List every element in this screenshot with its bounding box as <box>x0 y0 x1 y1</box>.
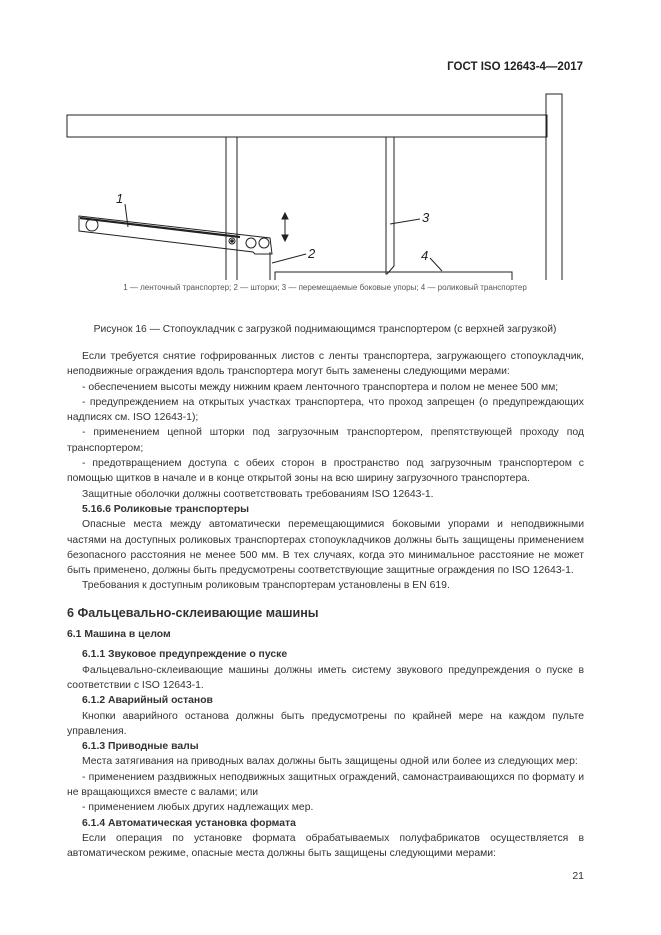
list-item: - предупреждением на открытых участках транспортера, что проход запрещен (о предупреждающих надписях см. ISO 12643-1); <box>67 396 584 424</box>
list-item: - применением цепной шторки под загрузочным транспортером, препятствующей проходу под транспортером; <box>67 427 584 454</box>
section-heading-5-16-6: 5.16.6 Роликовые транспортеры <box>82 503 250 515</box>
left-post <box>226 137 237 280</box>
roller-conveyor-top <box>275 272 512 280</box>
label-4: 4 <box>421 248 429 263</box>
right-post <box>546 94 562 280</box>
side-stop <box>386 137 394 274</box>
section-heading-6-1-1: 6.1.1 Звуковое предупреждение о пуске <box>82 649 288 661</box>
figure-legend: 1 — ленточный транспортер; 2 — шторки; 3 — перемещаемые боковые упоры; 4 — роликовый транспортер <box>123 283 527 292</box>
paragraph: Если операция по установке формата обрабатываемых полуфабрикатов осуществляется в автоматическом режиме, опасные места должны быть защищены следующими мерами: <box>67 832 584 860</box>
paragraph: Опасные места между автоматически перемещающимися боковыми упорами и неподвижными частями на доступных роликовых транспортерах стопоукладчиков должны быть защищены применением безопасного расстояния не менее 500 мм. В тех случаях, когда это минимальное расстояние не может быть применено, должны быть предусмотрены соответствующие защитные ограждения по ISO 12643-1. <box>67 519 584 577</box>
section-heading-6-1: 6.1 Машина в целом <box>67 629 171 641</box>
paragraph: Кнопки аварийного останова должны быть предусмотрены по крайней мере на каждом пульте управления. <box>67 710 584 737</box>
document-code: ГОСТ ISO 12643-4—2017 <box>447 61 583 73</box>
list-item: - обеспечением высоты между нижним краем ленточного транспортера и полом не менее 500 мм; <box>82 381 559 393</box>
section-heading-6-1-3: 6.1.3 Приводные валы <box>82 741 199 753</box>
list-item: - применением любых других надлежащих мер. <box>82 802 314 814</box>
page-number: 21 <box>572 869 584 882</box>
leader-2 <box>272 254 306 263</box>
paragraph: Защитные оболочки должны соответствовать требованиям ISO 12643-1. <box>82 488 434 500</box>
label-2: 2 <box>308 246 316 261</box>
section-heading-6-1-4: 6.1.4 Автоматическая установка формата <box>82 817 296 829</box>
document-body <box>67 349 584 883</box>
roller <box>246 238 256 248</box>
label-3: 3 <box>422 210 430 225</box>
paragraph: Места затягивания на приводных валах должны быть защищены одной или более из следующих мер: <box>82 756 578 768</box>
top-beam <box>67 115 547 137</box>
section-heading-6: 6 Фальцевально-склеивающие машины <box>67 605 319 620</box>
label-1: 1 <box>116 191 124 206</box>
roller <box>86 219 98 231</box>
paragraph: Фальцевально-склеивающие машины должны иметь систему звукового предупреждения о пуске в соответствии с ISO 12643-1. <box>67 664 584 691</box>
roller <box>259 238 269 248</box>
figure-16-drawing <box>0 0 661 280</box>
leader-4 <box>430 258 442 271</box>
paragraph: Если требуется снятие гофрированных листов с ленты транспортера, загружающего стопоукладчик, неподвижные ограждения вдоль транспортера могут быть заменены следующими мерами: <box>67 351 584 378</box>
up-down-arrow-icon <box>282 213 288 241</box>
section-heading-6-1-2: 6.1.2 Аварийный останов <box>82 695 213 707</box>
list-item: - применением раздвижных неподвижных защитных ограждений, самонастраивающихся по формату и не вращающихся вместе с валами; или <box>67 771 584 799</box>
paragraph: Требования к доступным роликовым транспортерам установлены в EN 619. <box>82 580 450 592</box>
pivot-center <box>231 240 234 243</box>
list-item: - предотвращением доступа с обеих сторон в пространство под загрузочным транспортером с помощью щитков в начале и в конце открытой зоны на всю ширину загрузочного транспортера. <box>67 458 584 485</box>
figure-caption: Рисунок 16 — Стопоукладчик с загрузкой поднимающимся транспортером (с верхней загрузкой) <box>93 324 557 335</box>
